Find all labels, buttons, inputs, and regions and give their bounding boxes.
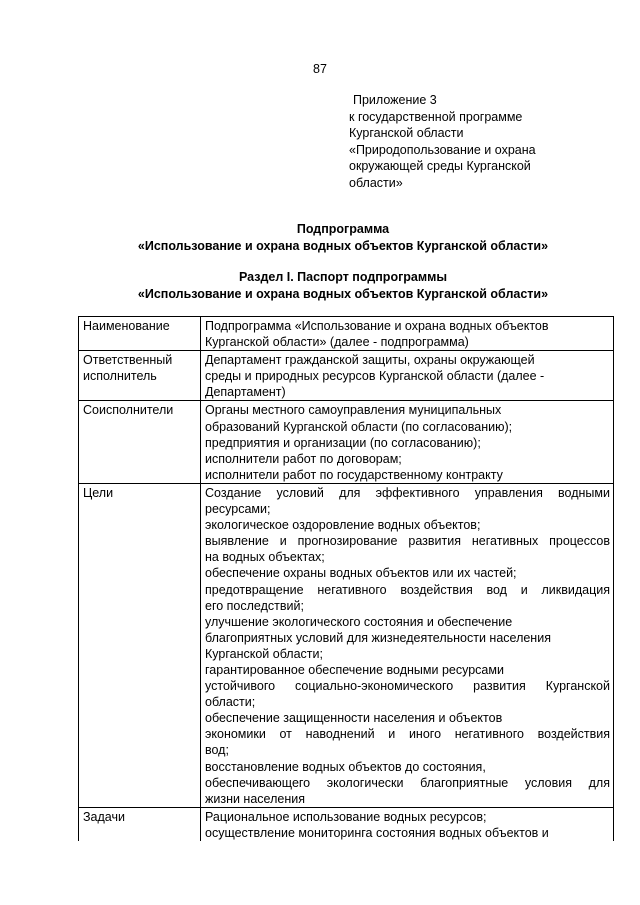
- row-value-line: благоприятных условий для жизнедеятельности населения: [205, 630, 551, 645]
- annex-note: [349, 92, 599, 191]
- row-value-line: на водных объектах;: [205, 550, 325, 565]
- row-value-line: исполнители работ по государственному контракту: [205, 467, 503, 482]
- subprogram-title-line: «Использование и охрана водных объектов Курганской области»: [137, 238, 549, 253]
- row-value-line: исполнители работ по договорам;: [205, 451, 402, 466]
- row-value-line: предотвращение негативного воздействия вод и ликвидация: [205, 582, 610, 597]
- row-value-line: образований Курганской области (по согласованию);: [205, 419, 513, 434]
- row-label-line: Задачи: [83, 809, 125, 824]
- row-value-line: устойчивого социально-экономического развития Курганской: [205, 679, 610, 694]
- table-row: [79, 483, 614, 807]
- row-label: [79, 351, 201, 401]
- row-value-line: обеспечивающего экологически благоприятные условия для: [205, 775, 610, 790]
- row-value-line: осуществление мониторинга состояния водных объектов и: [205, 825, 549, 840]
- section-title-line: Раздел I. Паспорт подпрограммы: [238, 270, 448, 284]
- row-value-line: выявление и прогнозирование развития негативных процессов: [205, 534, 610, 549]
- passport-table: [78, 316, 614, 841]
- row-value-line: жизни населения: [205, 791, 305, 806]
- table-row: [79, 807, 614, 841]
- row-value-line: Рациональное использование водных ресурсов;: [205, 809, 487, 824]
- row-label: [79, 483, 201, 807]
- table-row: [79, 351, 614, 401]
- row-label-line: исполнитель: [83, 369, 157, 384]
- annex-line: «Природопользование и охрана: [349, 142, 536, 157]
- row-value: [201, 401, 614, 483]
- row-value-line: предприятия и организации (по согласованию);: [205, 435, 481, 450]
- row-value-line: вод;: [205, 743, 229, 758]
- row-value-line: Курганской области» (далее - подпрограмма): [205, 335, 469, 350]
- row-value-line: Органы местного самоуправления муниципальных: [205, 403, 502, 418]
- row-label-line: Цели: [83, 485, 114, 500]
- annex-line: области»: [349, 175, 403, 190]
- subprogram-title: [0, 221, 640, 254]
- row-label-line: Наименование: [83, 319, 170, 333]
- row-value-line: обеспечение охраны водных объектов или их частей;: [205, 566, 517, 581]
- row-value-line: среды и природных ресурсов Курганской области (далее -: [205, 369, 545, 384]
- row-label-line: Ответственный: [83, 353, 173, 368]
- row-value: [201, 807, 614, 841]
- subprogram-title-line: Подпрограмма: [296, 222, 390, 236]
- annex-line: окружающей среды Курганской: [349, 159, 531, 173]
- row-value-line: его последствий;: [205, 598, 304, 613]
- row-label: [79, 807, 201, 841]
- section-title-line: «Использование и охрана водных объектов Курганской области»: [137, 286, 549, 301]
- page-number: 87: [313, 62, 327, 76]
- annex-line: Приложение 3: [353, 93, 437, 107]
- row-value: [201, 317, 614, 351]
- row-value-line: ресурсами;: [205, 502, 271, 517]
- row-value-line: восстановление водных объектов до состояния,: [205, 759, 486, 774]
- row-value-line: гарантированное обеспечение водными ресурсами: [205, 662, 504, 677]
- table-row: [79, 401, 614, 483]
- row-label: [79, 401, 201, 483]
- row-value-line: Создание условий для эффективного управления водными: [205, 485, 610, 500]
- row-value-line: Департамент): [205, 385, 286, 400]
- row-value: [201, 351, 614, 401]
- row-value: [201, 483, 614, 807]
- row-value-line: улучшение экологического состояния и обеспечение: [205, 614, 513, 629]
- row-value-line: экологическое оздоровление водных объектов;: [205, 518, 481, 533]
- row-value-line: Подпрограмма «Использование и охрана водных объектов: [205, 319, 549, 333]
- row-label: [79, 317, 201, 351]
- row-label-line: Соисполнители: [83, 403, 174, 418]
- annex-line: Курганской области: [349, 126, 464, 140]
- row-value-line: обеспечение защищенности населения и объектов: [205, 711, 503, 726]
- row-value-line: экономики от наводнений и иного негативного воздействия: [205, 727, 610, 742]
- row-value-line: Курганской области;: [205, 646, 323, 661]
- row-value-line: области;: [205, 695, 256, 710]
- row-value-line: Департамент гражданской защиты, охраны окружающей: [205, 353, 535, 368]
- table-row: [79, 317, 614, 351]
- annex-line: к государственной программе: [349, 109, 523, 124]
- section-title: [0, 269, 640, 302]
